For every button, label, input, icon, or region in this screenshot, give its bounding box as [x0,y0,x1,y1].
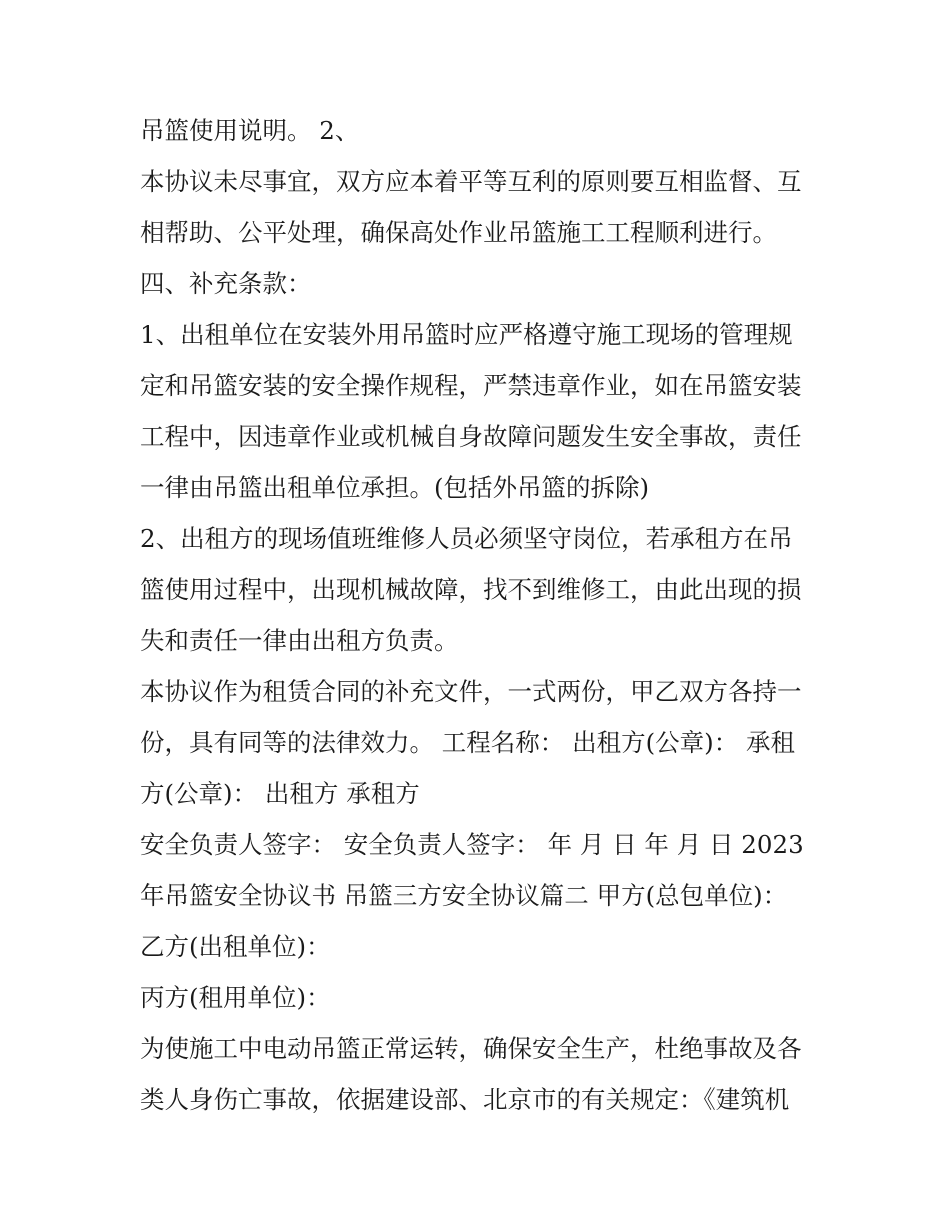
text-line: 篮使用过程中，出现机械故障，找不到维修工，由此出现的损 [140,575,802,604]
text-line: 失和责任一律由出租方负责。 [140,626,459,655]
text-line: 1、出租单位在安装外用吊篮时应严格遵守施工现场的管理规 [140,320,793,349]
text-line: 安全负责人签字： 安全负责人签字： 年 月 日 年 月 日 2023 [140,830,804,859]
text-line: 乙方(出租单位)： [140,932,331,961]
text-line: 类人身伤亡事故，依据建设部、北京市的有关规定：《建筑机 [140,1085,790,1114]
section-heading: 四、补充条款： [140,269,312,298]
text-line: 相帮助、公平处理，确保高处作业吊篮施工工程顺利进行。 [140,218,777,247]
text-line: 份，具有同等的法律效力。 工程名称： 出租方(公章)： 承租 [140,728,795,757]
text-line: 工程中，因违章作业或机械自身故障问题发生安全事故，责任 [140,422,802,451]
text-line: 为使施工中电动吊篮正常运转，确保安全生产，杜绝事故及各 [140,1034,802,1063]
text-line: 丙方(租用单位)： [140,983,331,1012]
document-body [140,105,820,1125]
text-line: 方(公章)： 出租方 承租方 [140,779,420,808]
text-line: 本协议作为租赁合同的补充文件，一式两份，甲乙双方各持一 [140,677,802,706]
text-line: 定和吊篮安装的安全操作规程，严禁违章作业，如在吊篮安装 [140,371,802,400]
text-line: 本协议未尽事宜，双方应本着平等互利的原则要互相监督、互 [140,167,802,196]
text-line: 吊篮使用说明。 2、 [140,116,360,145]
text-line: 一律由吊篮出租单位承担。(包括外吊篮的拆除) [140,473,650,502]
text-line: 年吊篮安全协议书 吊篮三方安全协议篇二 甲方(总包单位)： [140,881,788,910]
text-line: 2、出租方的现场值班维修人员必须坚守岗位，若承租方在吊 [140,524,793,553]
